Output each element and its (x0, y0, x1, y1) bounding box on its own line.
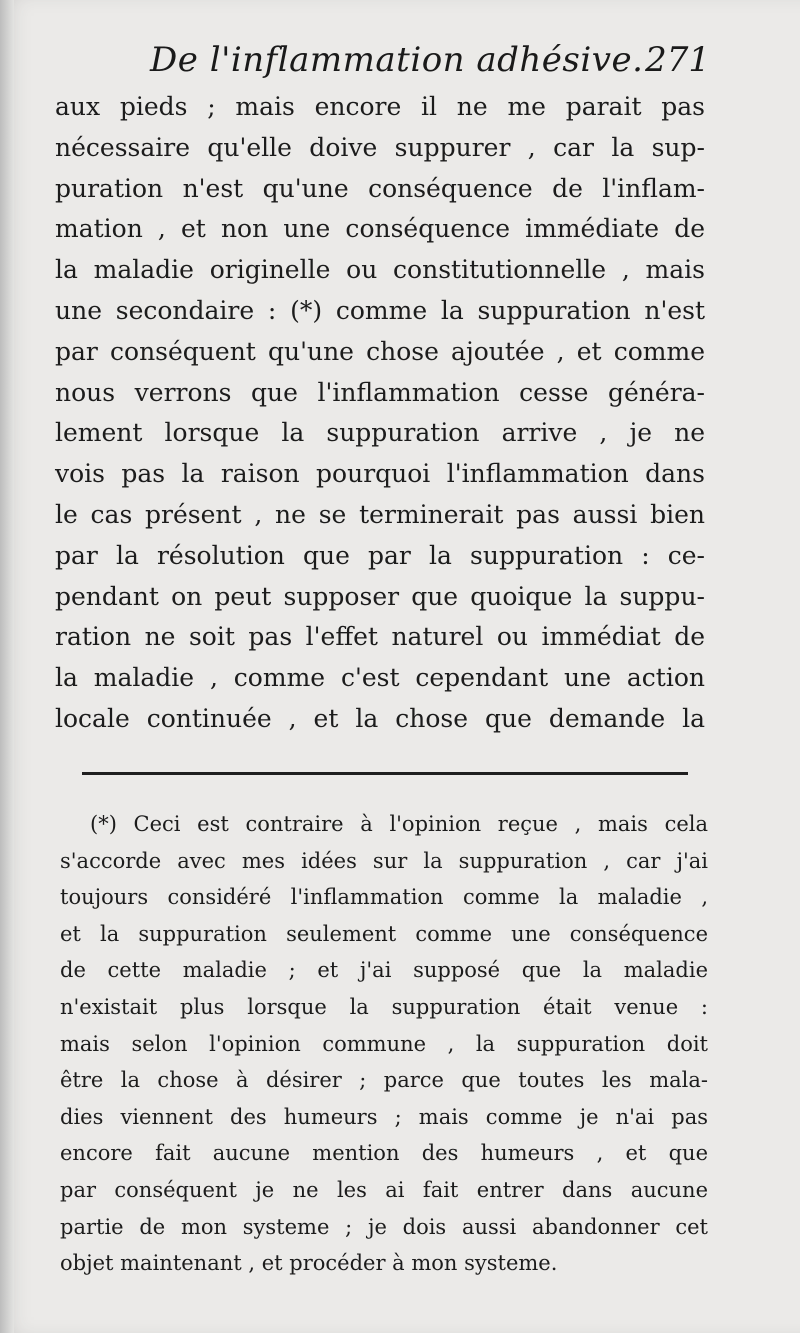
running-title: De l'inflammation adhésive. (150, 40, 644, 80)
text-line: puration n'est qu'une conséquence de l'inflam- (55, 173, 705, 203)
footnote-line: n'existait plus lorsque la suppuration était venue : (60, 994, 708, 1019)
footnote-line: dies viennent des humeurs ; mais comme je n'ai pas (60, 1104, 708, 1129)
text-line: le cas présent , ne se terminerait pas aussi bien (55, 499, 705, 529)
footnote-line: de cette maladie ; et j'ai supposé que la maladie (60, 958, 708, 983)
footnote-line: encore fait aucune mention des humeurs , et que (60, 1141, 708, 1166)
text-line: la maladie originelle ou constitutionnelle , mais (55, 255, 705, 285)
text-line: aux pieds ; mais encore il ne me parait pas (55, 92, 705, 121)
text-line: pendant on peut supposer que quoique la suppu- (55, 581, 705, 611)
main-text (55, 87, 705, 740)
running-header (150, 40, 710, 90)
footnote-line: partie de mon systeme ; je dois aussi abandonner cet (60, 1214, 708, 1239)
text-line: ration ne soit pas l'effet naturel ou immédiat de (55, 622, 705, 652)
text-line: une secondaire : (*) comme la suppuration n'est (55, 295, 705, 325)
text-line: la maladie , comme c'est cependant une action (55, 663, 705, 693)
text-line: lement lorsque la suppuration arrive , je ne (55, 418, 705, 448)
text-line: par conséquent qu'une chose ajoutée , et comme (55, 336, 705, 366)
text-line: nous verrons que l'inflammation cesse généra- (55, 377, 705, 407)
text-line: par la résolution que par la suppuration : ce- (55, 540, 705, 570)
footnote-line: toujours considéré l'inflammation comme la maladie , (60, 885, 708, 910)
footnote-line: s'accorde avec mes idées sur la suppuration , car j'ai (60, 848, 708, 873)
footnote-line: être la chose à désirer ; parce que toutes les mala- (60, 1068, 708, 1093)
footnote-divider (82, 772, 688, 775)
text-line: vois pas la raison pourquoi l'inflammation dans (55, 459, 705, 489)
footnote (60, 806, 708, 1282)
page-gutter-shadow (0, 0, 14, 1333)
text-line: nécessaire qu'elle doive suppurer , car la sup- (55, 132, 705, 162)
footnote-line: et la suppuration seulement comme une conséquence (60, 921, 708, 946)
footnote-line: objet maintenant , et procéder à mon systeme. (60, 1251, 558, 1276)
page-number: 271 (645, 40, 710, 80)
text-line: locale continuée , et la chose que demande la (55, 703, 705, 733)
text-line: mation , et non une conséquence immédiate de (55, 214, 705, 244)
footnote-line: mais selon l'opinion commune , la suppuration doit (60, 1031, 708, 1056)
footnote-line: (*) Ceci est contraire à l'opinion reçue , mais cela (90, 812, 708, 836)
footnote-line: par conséquent je ne les ai fait entrer dans aucune (60, 1177, 708, 1202)
